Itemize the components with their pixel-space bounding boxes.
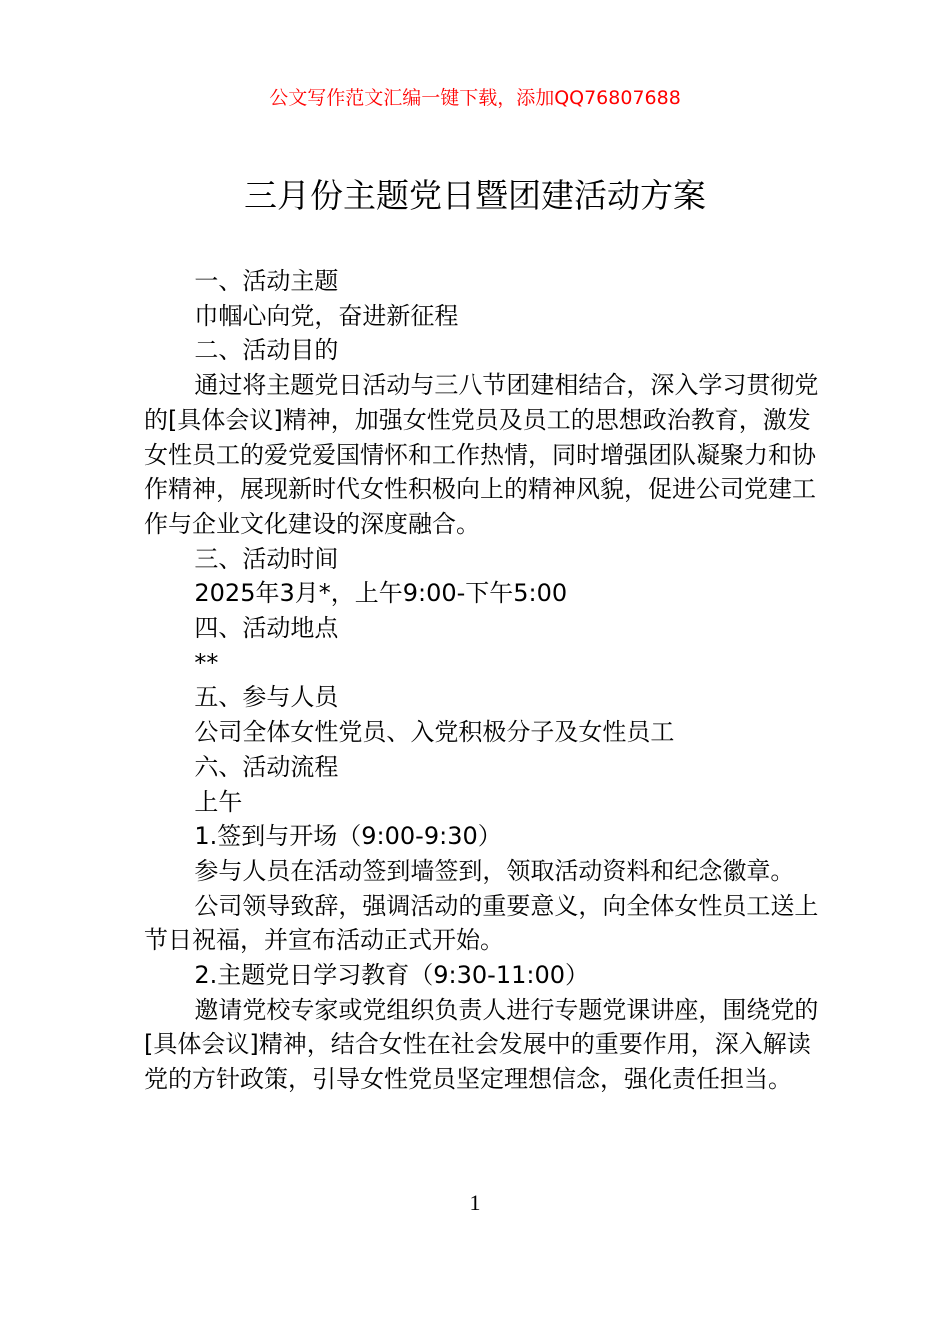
time-text: 2025年3月*，上午9:00-下午5:00 — [194, 579, 568, 608]
process-step-1-text-b: 公司领导致辞，强调活动的重要意义，向全体女性员工送上节日祝福，并宣布活动正式开始。 — [144, 891, 819, 955]
section-heading-participants: 五、参与人员 — [194, 683, 339, 712]
location-text: ** — [194, 648, 219, 677]
section-heading-time: 三、活动时间 — [194, 544, 339, 573]
section-heading-purpose: 二、活动目的 — [194, 336, 339, 365]
document-title: 三月份主题党日暨团建活动方案 — [244, 176, 706, 215]
section-heading-process: 六、活动流程 — [194, 752, 339, 781]
process-step-1-text-a: 参与人员在活动签到墙签到，领取活动资料和纪念徽章。 — [194, 856, 795, 885]
watermark-banner: 公文写作范文汇编一键下载，添加QQ76807688 — [269, 87, 681, 109]
purpose-text: 通过将主题党日活动与三八节团建相结合，深入学习贯彻党的[具体会议]精神，加强女性党员及员工的思想政治教育，激发女性员工的爱党爱国情怀和工作热情，同时增强团队凝聚力和协作精神，展现新时代女性积极向上的精神风貌，促进公司党建工作与企业文化建设的深度融合。 — [144, 371, 819, 538]
process-step-2-heading: 2.主题党日学习教育（9:30-11:00） — [194, 961, 590, 990]
document-body — [144, 264, 834, 1097]
process-step-1-heading: 1.签到与开场（9:00-9:30） — [194, 822, 502, 851]
process-morning-label: 上午 — [194, 787, 243, 816]
process-step-2-text: 邀请党校专家或党组织负责人进行专题党课讲座，围绕党的[具体会议]精神，结合女性在社会发展中的重要作用，深入解读党的方针政策，引导女性党员坚定理想信念，强化责任担当。 — [144, 995, 819, 1094]
theme-text: 巾帼心向党，奋进新征程 — [194, 301, 459, 330]
page-number: 1 — [469, 1190, 481, 1215]
section-heading-location: 四、活动地点 — [194, 614, 339, 643]
section-heading-theme: 一、活动主题 — [194, 267, 339, 295]
participants-text: 公司全体女性党员、入党积极分子及女性员工 — [194, 718, 675, 747]
